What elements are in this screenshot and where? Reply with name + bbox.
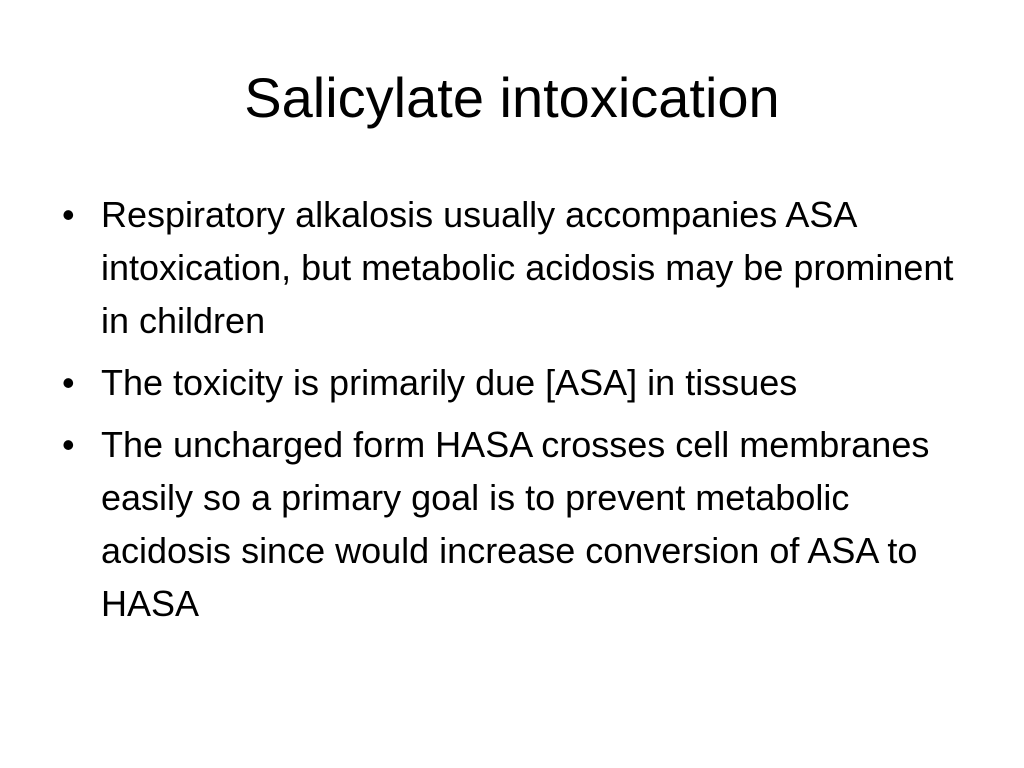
- bullet-text: The uncharged form HASA crosses cell membranes easily so a primary goal is to prevent metabolic acidosis since would increase conversion of ASA to HASA: [101, 424, 930, 624]
- bullet-icon: •: [62, 424, 75, 465]
- bullet-list: [62, 188, 962, 639]
- bullet-item: [62, 356, 962, 409]
- slide-title: Salicylate intoxication: [244, 66, 780, 129]
- bullet-item: [62, 188, 962, 347]
- bullet-text: The toxicity is primarily due [ASA] in tissues: [101, 362, 798, 403]
- bullet-item: [62, 418, 962, 630]
- bullet-text: Respiratory alkalosis usually accompanies ASA intoxication, but metabolic acidosis may be prominent in children: [101, 194, 954, 341]
- bullet-icon: •: [62, 362, 75, 403]
- bullet-icon: •: [62, 194, 75, 235]
